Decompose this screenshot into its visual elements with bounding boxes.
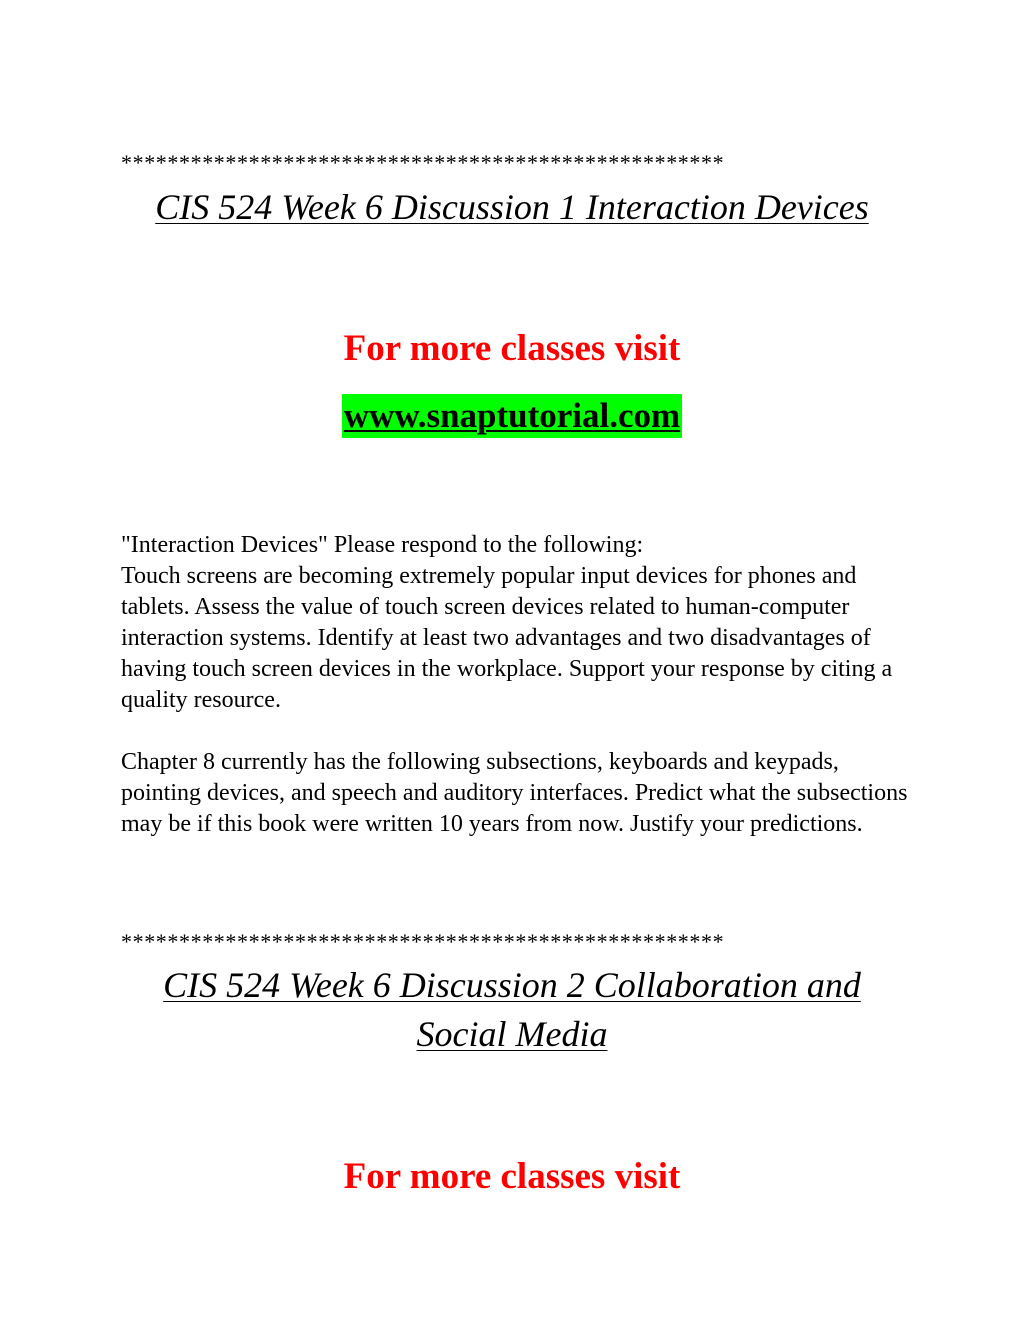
- separator-line: ****************************************************: [121, 929, 725, 954]
- prompt-paragraph: Chapter 8 currently has the following subsections, keyboards and keypads, pointing devices, and speech and auditory interfaces. Predict what the subsections may be if this book were written 10 years from now. Justify your predictions.: [121, 749, 908, 837]
- website-link[interactable]: www.snaptutorial.com: [342, 394, 682, 438]
- promo-heading: For more classes visit: [343, 1156, 681, 1197]
- course-title: CIS 524 Week 6 Discussion 2 Collaboration and: [163, 965, 861, 1005]
- course-title: CIS 524 Week 6 Discussion 1 Interaction Devices: [155, 187, 869, 227]
- promo-heading: For more classes visit: [343, 328, 681, 369]
- discussion-prompt: [121, 530, 911, 840]
- prompt-paragraph: Touch screens are becoming extremely popular input devices for phones and tablets. Assess the value of touch screen devices related to human-computer interaction systems. Identify at least two advantages and two disadvantages of having touch screen devices in the workplace. Support your response by citing a quality resource.: [121, 563, 893, 713]
- course-title: Social Media: [416, 1014, 608, 1054]
- link-container: [0, 394, 1024, 438]
- prompt-heading: "Interaction Devices" Please respond to the following:: [121, 532, 644, 558]
- separator-line: ****************************************************: [121, 150, 725, 175]
